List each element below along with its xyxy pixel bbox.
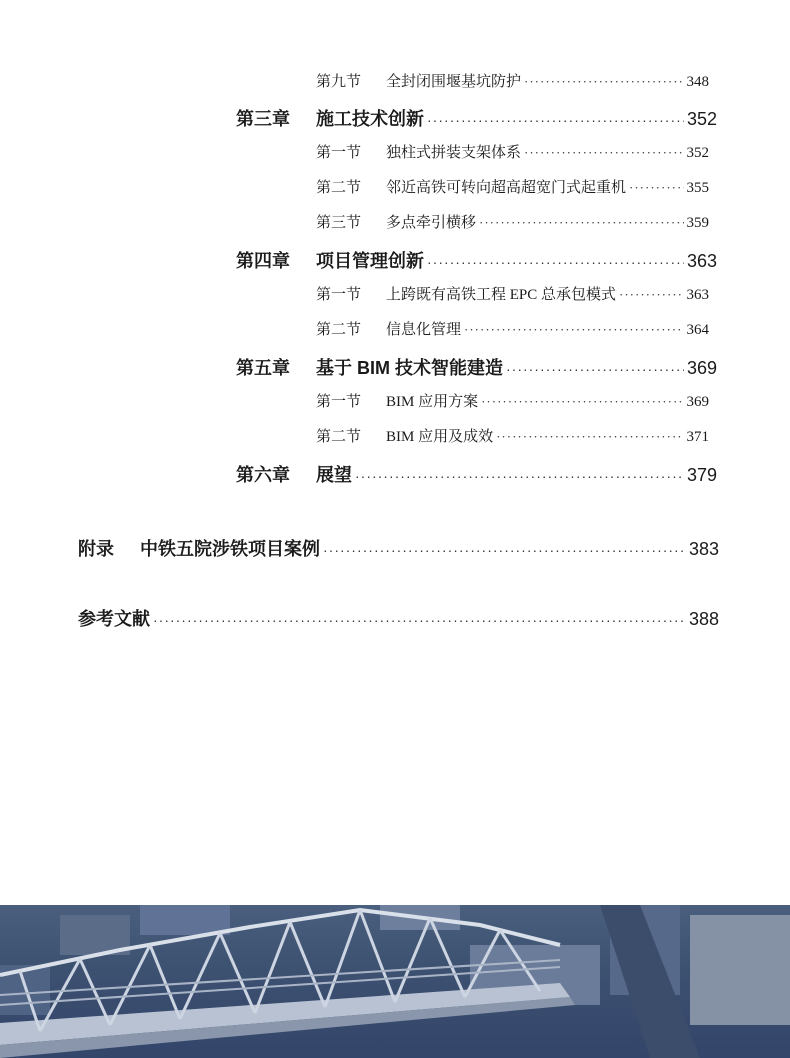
toc-entry-page: 369 xyxy=(686,358,717,378)
toc-dot-leader xyxy=(629,180,683,196)
toc-entry-page: 355 xyxy=(686,180,709,196)
toc-entry-title: 参考文献 xyxy=(78,609,150,629)
bridge-photo-band xyxy=(0,905,790,1058)
toc-entry-section[interactable] xyxy=(316,176,709,197)
toc-entry-section[interactable] xyxy=(316,70,709,91)
toc-entry-page: 364 xyxy=(686,322,709,338)
toc-entry-page: 383 xyxy=(688,539,719,559)
toc-entry-page: 379 xyxy=(686,465,717,485)
toc-entry-section[interactable] xyxy=(316,211,709,232)
toc-entry-number: 第三节 xyxy=(316,215,362,231)
toc-entry-title: 独柱式拼装支架体系 xyxy=(386,145,522,161)
toc-entry-number: 第六章 xyxy=(236,465,290,485)
toc-dot-leader xyxy=(481,394,683,410)
toc-entry-appendix[interactable] xyxy=(78,535,719,561)
toc-entry-number: 第二节 xyxy=(316,429,362,445)
toc-entry-title: 项目管理创新 xyxy=(316,251,424,271)
toc-entry-title: BIM 应用方案 xyxy=(386,394,479,410)
toc-entry-section[interactable] xyxy=(316,425,709,446)
toc-entry-number: 第一节 xyxy=(316,145,362,161)
toc-entry-references[interactable] xyxy=(78,605,719,631)
toc-entry-section[interactable] xyxy=(316,390,709,411)
toc-entry-number: 第二节 xyxy=(316,180,362,196)
toc-entry-chapter[interactable] xyxy=(236,105,717,131)
toc-dot-leader xyxy=(619,287,683,303)
toc-entry-title: 中铁五院涉铁项目案例 xyxy=(140,539,320,559)
toc-entry-title: 基于 BIM 技术智能建造 xyxy=(316,358,503,378)
toc-entry-section[interactable] xyxy=(316,283,709,304)
toc-dot-leader xyxy=(506,361,684,377)
toc-entry-page: 388 xyxy=(688,609,719,629)
toc-entry-page: 348 xyxy=(686,74,709,90)
toc-entry-section[interactable] xyxy=(316,318,709,339)
toc-entry-chapter[interactable] xyxy=(236,461,717,487)
toc-entry-title: 施工技术创新 xyxy=(316,109,424,129)
toc-entry-number: 第二节 xyxy=(316,322,362,338)
toc-entry-number: 附录 xyxy=(78,539,114,559)
toc-entry-page: 352 xyxy=(686,109,717,129)
toc-entry-title: 信息化管理 xyxy=(386,322,462,338)
toc-entry-page: 359 xyxy=(686,215,709,231)
toc-entry-title: 邻近高铁可转向超高超宽门式起重机 xyxy=(386,180,627,196)
toc-entry-page: 363 xyxy=(686,287,709,303)
toc-dot-leader xyxy=(355,468,684,484)
toc-entry-page: 371 xyxy=(686,429,709,445)
toc-entry-number: 第四章 xyxy=(236,251,290,271)
toc-entry-number: 第三章 xyxy=(236,109,290,129)
toc-dot-leader xyxy=(427,112,684,128)
toc-dot-leader xyxy=(496,429,683,445)
toc-entry-number: 第五章 xyxy=(236,358,290,378)
toc-entry-title: 多点牵引横移 xyxy=(386,215,477,231)
toc-entry-number: 第九节 xyxy=(316,74,362,90)
toc-entry-page: 352 xyxy=(686,145,709,161)
toc-entry-number: 第一节 xyxy=(316,394,362,410)
toc-dot-leader xyxy=(479,215,683,231)
toc-entry-chapter[interactable] xyxy=(236,354,717,380)
toc-dot-leader xyxy=(323,542,686,558)
toc-entry-title: 全封闭围堰基坑防护 xyxy=(386,74,522,90)
toc-entry-title: BIM 应用及成效 xyxy=(386,429,494,445)
toc-entry-chapter[interactable] xyxy=(236,247,717,273)
toc-dot-leader xyxy=(464,322,683,338)
toc-dot-leader xyxy=(427,254,684,270)
toc-entry-number: 第一节 xyxy=(316,287,362,303)
toc-entry-page: 363 xyxy=(686,251,717,271)
toc-dot-leader xyxy=(153,612,686,628)
toc-entry-title: 上跨既有高铁工程 EPC 总承包模式 xyxy=(386,287,617,303)
toc-dot-leader xyxy=(524,145,683,161)
toc-dot-leader xyxy=(524,74,683,90)
bridge-truss-illustration xyxy=(0,905,790,1058)
toc-entry-page: 369 xyxy=(686,394,709,410)
toc-entry-section[interactable] xyxy=(316,141,709,162)
toc-entry-title: 展望 xyxy=(316,465,352,485)
